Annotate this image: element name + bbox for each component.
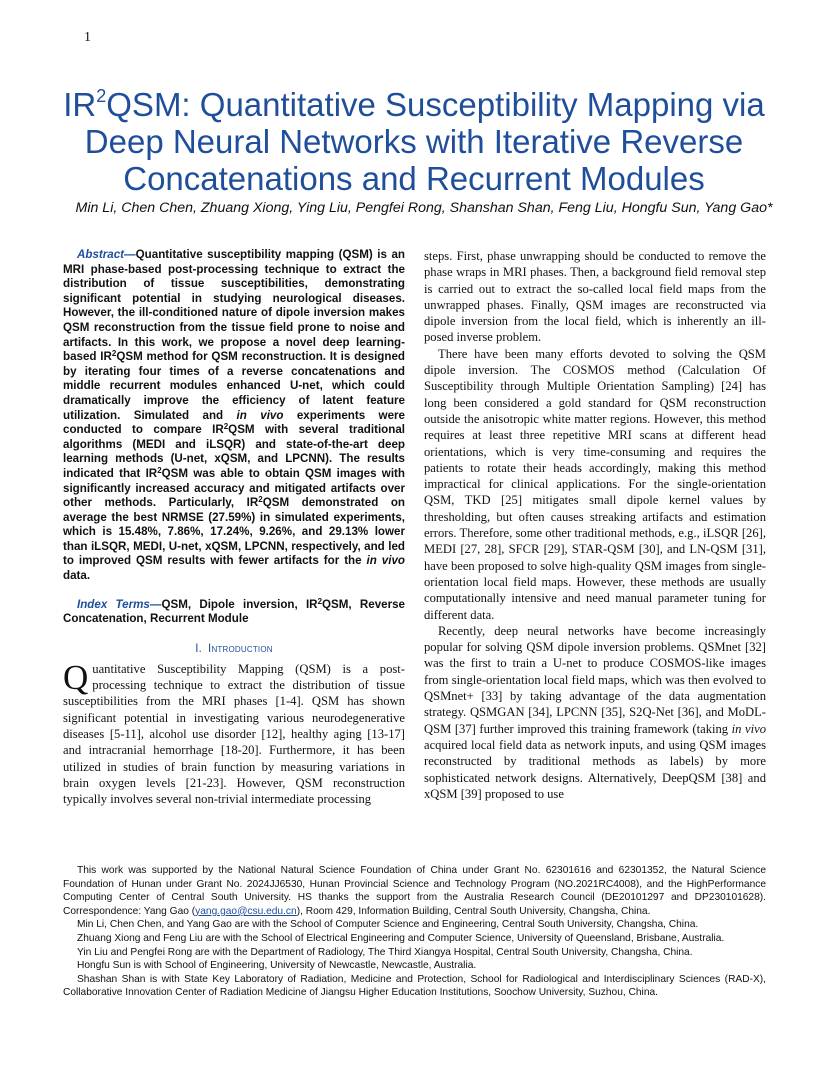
footnotes [63,864,766,1000]
abstract-italic-1: in vivo [236,408,284,422]
abstract-text-5: QSM was able to obtain QSM images with significantly increased accuracy and mitigated artifacts over other methods. Particularly, IR [63,466,405,510]
footnote-funding [63,864,766,918]
abstract-text-6: QSM demonstrated on average the best NRMSE (27.59%) in simulated experiments, which is 15.48%, 7.86%, 17.24%, 9.26%, and 29.13% lower than iLSQR, MEDI, U-net, xQSM, LPCNN, respectively, and led to improved QSM results with fewer artifacts for the [63,496,405,568]
drop-cap: Q [63,657,89,697]
abstract-sup-4: 2 [258,495,263,505]
index-terms-text-1: QSM, Dipole inversion, IR [161,597,318,611]
section-title: Introduction [208,642,273,655]
abstract-text-1: Quantitative susceptibility mapping (QSM) is an MRI phase-based post-processing technique to extract the distribution of tissue susceptibilities, demonstrating significant potential in studying neurological diseases. However, the ill-conditioned nature of dipole inversion makes QSM reconstruction from the tissue field prone to noise and artifacts. In this work, we propose a novel deep learning-based IR [63,248,405,364]
abstract-sup-2: 2 [223,422,229,432]
intro-paragraph-3-text-2: acquired local field data as network inputs, and using QSM images reconstructed by traditional methods as labels) by more sophisticated network designs. Alternatively, DeepQSM [38] and xQSM [39] proposed to use [424,737,766,801]
intro-paragraph-3-italic: in vivo [731,721,766,736]
abstract-italic-2: in vivo [366,554,405,568]
title-rest: QSM: Quantitative Susceptibility Mapping via Deep Neural Networks with Iterative Reverse Concatenations and Recurrent Modules [84,86,765,197]
intro-paragraph-3 [424,623,766,802]
abstract-text-4: QSM with several traditional algorithms (MEDI and iLSQR) and state-of-the-art deep learning methods (U-net, xQSM, and LPCNN). The results indicated that IR [63,423,405,480]
footnote-affiliation-5: Shashan Shan is with State Key Laboratory of Radiation, Medicine and Protection, School for Radiological and Interdisciplinary Sciences (RAD-X), Collaborative Innovation Center of Radiation Medicine of Jiangsu Higher Education Institutions, Soochow University, Suzhou, China. [63,973,766,999]
abstract-text-3: experiments were conducted to compare IR [63,408,405,437]
index-terms-text-2: QSM, Reverse Concatenation, Recurrent Module [63,597,405,626]
index-terms-sup: 2 [317,596,323,606]
abstract [63,248,405,584]
abstract-text-2: QSM method for QSM reconstruction. It is designed by iterating four times of a reverse concatenations and middle recurrent modules enhanced U-net, which could dramatically improve the efficiency of latent feature utilization. Simulated and [63,350,405,422]
intro-paragraph-1-text: uantitative Susceptibility Mapping (QSM) is a post-processing technique to extract the distribution of tissue susceptibilities from the MRI phases [1-4]. QSM has shown significant potential in investigating various neurodegenerative diseases [5-11], alcohol use disorder [12], healthy aging [13-17] and intracranial hemorrhage [18-20]. Furthermore, it has been utilized in studies of brain function by measuring variations in brain oxygen levels [21-23]. However, QSM reconstruction typically involves several non-trivial intermediate processing [63,661,405,807]
footnote-affiliation-2: Zhuang Xiong and Feng Liu are with the School of Electrical Engineering and Computer Science, University of Queensland, Brisbane, Australia. [77,932,725,944]
page-number: 1 [84,30,91,45]
section-heading-introduction [63,643,405,655]
intro-paragraph-3-text-1: Recently, deep neural networks have become increasingly popular for solving QSM dipole inversion problems. QSMnet [32] was the first to train a U-net to produce COSMOS-like images from single-orientation local field maps, which was then evolved to QSMnet+ [33] by taking advantage of the data augmentation strategy. QSMGAN [34], LPCNN [35], S2Q-Net [36], and MoDL-QSM [37] further improved this training framework (taking [424,623,766,736]
right-column [424,248,766,802]
index-terms [63,598,405,627]
footnote-affiliation-3: Yin Liu and Pengfei Rong are with the Department of Radiology, The Third Xiangya Hospital, Central South University, Changsha, China. [77,946,693,958]
email-link[interactable]: yang.gao@csu.edu.cn [195,905,297,917]
intro-paragraph-1 [63,657,405,808]
author-list: Min Li, Chen Chen, Zhuang Xiong, Ying Liu, Pengfei Rong, Shanshan Shan, Feng Liu, Hongfu Sun, Yang Gao* [75,200,773,216]
intro-paragraph-1-continued: steps. First, phase unwrapping should be conducted to remove the phase wraps in MRI phases. Then, a background field removal step is carried out to extract the so-called local field maps from the unwrapped phases. Finally, QSM images are reconstructed via dipole inversion from the local field, which is inherently an ill-posed inverse problem. [424,249,766,345]
abstract-sup-1: 2 [111,349,117,359]
footnote-affiliation-4: Hongfu Sun is with School of Engineering, University of Newcastle, Newcastle, Australia. [77,960,477,972]
footnote-funding-text-2: ), Room 429, Information Building, Central South University, Changsha, China. [296,905,651,917]
title-prefix: IR [63,86,97,123]
index-terms-label: Index Terms— [77,597,162,611]
footnote-funding-text-1: This work was supported by the National Natural Science Foundation of China under Grant No. 62301616 and 62301352, the Natural Science Foundation of Hunan under Grant No. 2024JJ6530, Hunan Provincial Science and Technology Program (NO.2021RC4008), and the HighPerformance Computing Center of Central South University. HS thanks the support from the Australia Research Council (DE20101297 and DP230101628). Correspondence: Yang Gao ( [63,865,766,917]
intro-paragraph-2: There have been many efforts devoted to solving the QSM dipole inversion. The COSMOS method (Calculation Of Susceptibility through Multiple Orientation Sampling) [24] has long been considered a gold standard for QSM reconstruction outside the anisotropic white matter regions. However, this method requires at least three repetitive MRI scans at different head orientations, which is very time-consuming and requires the patients to rotate their heads accordingly, making this method impractical for clinical applications. For the single-orientation QSM, TKD [25] mitigates small dipole kernel values by thresholding, but often causes streaking artifacts and estimation errors. Therefore, some other traditional methods, e.g., iLSQR [26], MEDI [27, 28], SFCR [29], STAR-QSM [30], and LN-QSM [31], have been proposed to solve high-quality QSM images from single-orientation local field maps. However, these methods are usually computationally intensive and need manual parameter tuning for different data. [424,346,766,622]
section-number: I. [195,642,203,655]
title-superscript: 2 [96,86,107,106]
left-column [63,248,405,808]
abstract-sup-3: 2 [157,465,162,475]
paper-title [40,86,788,197]
abstract-text-7: data. [63,569,91,583]
abstract-label: Abstract— [77,248,136,261]
footnote-affiliation-1: Min Li, Chen Chen, and Yang Gao are with the School of Computer Science and Engineering, Central South University, Changsha, China. [77,919,699,931]
